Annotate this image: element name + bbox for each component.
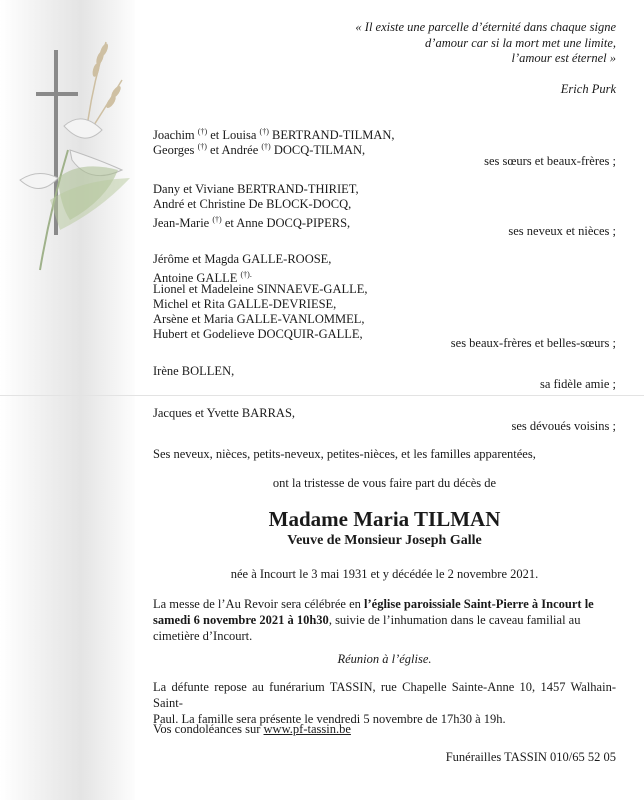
relation-label: sa fidèle amie ; [539, 377, 616, 391]
relation-label: ses beaux-frères et belles-sœurs ; [450, 336, 616, 350]
quote-line-2: d’amour car si la mort met une limite, [425, 35, 616, 50]
family-line: Jacques et Yvette BARRAS, [153, 406, 296, 420]
deceased-name: Madame Maria TILMAN [268, 507, 501, 531]
birth-death-dates: née à Incourt le 3 mai 1931 et y décédée le 2 novembre 2021. [230, 567, 539, 581]
wheat-icon [88, 42, 122, 125]
mass-paragraph: La messe de l’Au Revoir sera célébrée en l’église paroissiale Saint-Pierre à Incourt le samedi 6 novembre 2021 à 10h30, suivie de l’inhumation dans le caveau familial au cimetière d’Incourt. [153, 597, 594, 643]
relation-label: ses dévoués voisins ; [511, 419, 616, 433]
lily-icon [20, 119, 130, 270]
epigraph-quote [316, 20, 616, 67]
repose-paragraph: La défunte repose au funérarium TASSIN, rue Chapelle Sainte-Anne 10, 1457 Walhain-Saint- Paul. La famille sera présente le vendredi 5 novembre de 17h30 à 19h. [153, 680, 616, 726]
cross-lily-illustration [10, 30, 140, 280]
family-line: Lionel et Madeleine SINNAEVE-GALLE, [153, 282, 368, 296]
quote-line-1: « Il existe une parcelle d’éternité dans chaque signe [355, 20, 616, 34]
family-line: Joachim (†) et Louisa (†) BERTRAND-TILMAN, [153, 127, 395, 142]
family-line: Irène BOLLEN, [153, 364, 235, 378]
family-line: Arsène et Maria GALLE-VANLOMMEL, [153, 312, 365, 326]
announcement-line: ont la tristesse de vous faire part du décès de [272, 476, 497, 490]
quote-line-3: l’amour est éternel » [511, 51, 616, 65]
reunion-note: Réunion à l’église. [337, 652, 432, 666]
family-line: Michel et Rita GALLE-DEVRIESE, [153, 297, 337, 311]
family-line: André et Christine De BLOCK-DOCQ, [153, 197, 352, 211]
family-line: Hubert et Godelieve DOCQUIR-GALLE, [153, 327, 363, 341]
family-line: Jean-Marie (†) et Anne DOCQ-PIPERS, [153, 215, 351, 230]
family-line: Antoine GALLE (†). [153, 270, 252, 285]
family-line: Ses neveux, nièces, petits-neveux, petites-nièces, et les familles apparentées, [153, 447, 536, 461]
fold-line [0, 395, 644, 396]
relation-label: ses neveux et nièces ; [508, 224, 616, 238]
condolences-link[interactable]: www.pf-tassin.be [263, 722, 351, 736]
relation-label: ses sœurs et beaux-frères ; [484, 154, 616, 168]
family-line: Jérôme et Magda GALLE-ROOSE, [153, 252, 332, 266]
family-line: Dany et Viviane BERTRAND-THIRIET, [153, 182, 359, 196]
quote-author: Erich Purk [560, 82, 616, 96]
family-line: Georges (†) et Andrée (†) DOCQ-TILMAN, [153, 142, 366, 157]
deceased-subtitle: Veuve de Monsieur Joseph Galle [287, 533, 482, 548]
condolences-line: Vos condoléances sur www.pf-tassin.be [153, 722, 351, 736]
funeral-home-footer: Funérailles TASSIN 010/65 52 05 [445, 750, 616, 764]
